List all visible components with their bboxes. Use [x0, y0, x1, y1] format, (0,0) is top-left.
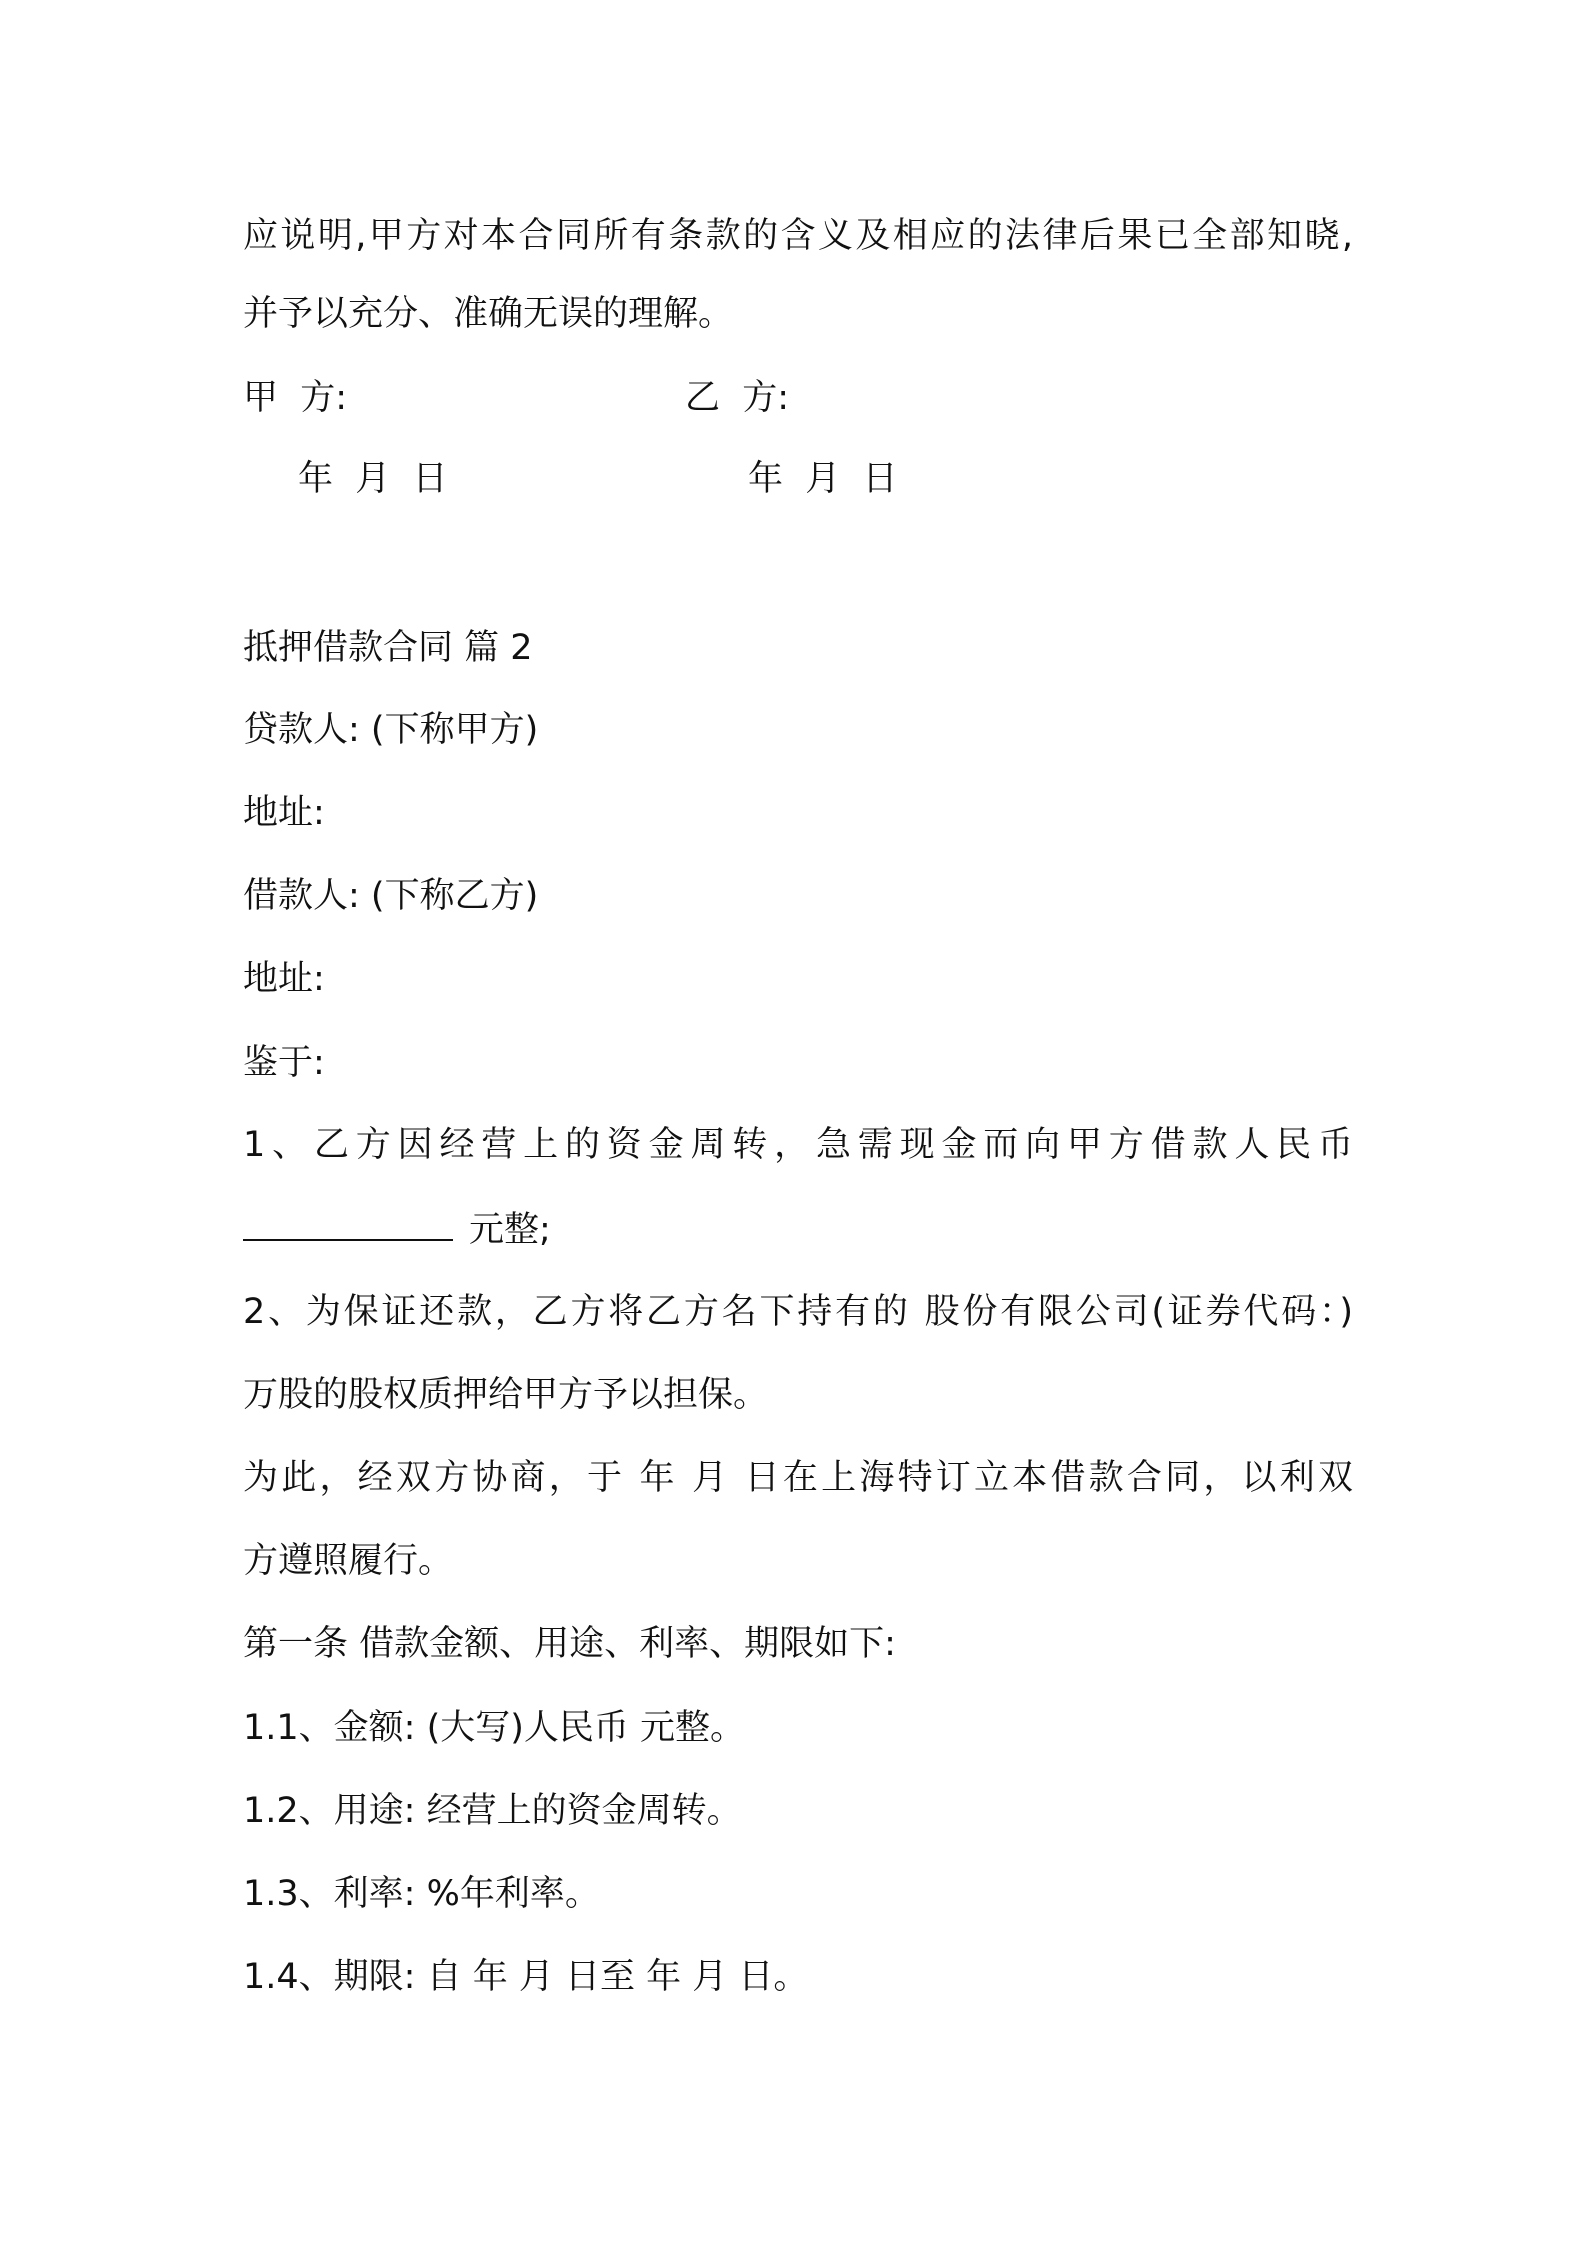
clause-1-3: 1.3、利率: %年利率。 — [243, 1874, 600, 1914]
lender-line: 贷款人: (下称甲方) — [243, 710, 539, 750]
article-1-title: 第一条 借款金额、用途、利率、期限如下: — [243, 1624, 896, 1664]
party-b-label: 乙 方: — [685, 378, 790, 418]
item-1-line-1: 1、乙方因经营上的资金周转，急需现金而向甲方借款人民币 — [243, 1125, 1353, 1165]
intro-line-2: 并予以充分、准确无误的理解。 — [243, 294, 734, 334]
intro-line-1: 应说明,甲方对本合同所有条款的含义及相应的法律后果已全部知晓, — [243, 216, 1353, 256]
clause-1-4: 1.4、期限: 自 年 月 日至 年 月 日。 — [243, 1957, 809, 1997]
item-1-line-2 — [243, 1205, 551, 1254]
party-b-date: 年 月 日 — [748, 459, 898, 499]
clause-1-2: 1.2、用途: 经营上的资金周转。 — [243, 1791, 742, 1831]
amount-blank — [243, 1205, 453, 1241]
borrower-line: 借款人: (下称乙方) — [243, 876, 539, 916]
agreement-line-2: 方遵照履行。 — [243, 1541, 454, 1581]
item-2-line-2: 万股的股权质押给甲方予以担保。 — [243, 1375, 769, 1415]
lender-address: 地址: — [243, 793, 325, 833]
party-a-label: 甲 方: — [243, 378, 348, 418]
contract-title: 抵押借款合同 篇 2 — [243, 628, 533, 668]
item-2-line-1: 2、为保证还款，乙方将乙方名下持有的 股份有限公司(证券代码：) — [243, 1292, 1353, 1332]
item-1-suffix: 元整; — [469, 1210, 551, 1250]
borrower-address: 地址: — [243, 959, 325, 999]
whereas-label: 鉴于: — [243, 1043, 325, 1083]
clause-1-1: 1.1、金额: (大写)人民币 元整。 — [243, 1708, 746, 1748]
party-a-date: 年 月 日 — [298, 459, 448, 499]
agreement-line-1: 为此，经双方协商，于 年 月 日在上海特订立本借款合同，以利双 — [243, 1458, 1353, 1498]
